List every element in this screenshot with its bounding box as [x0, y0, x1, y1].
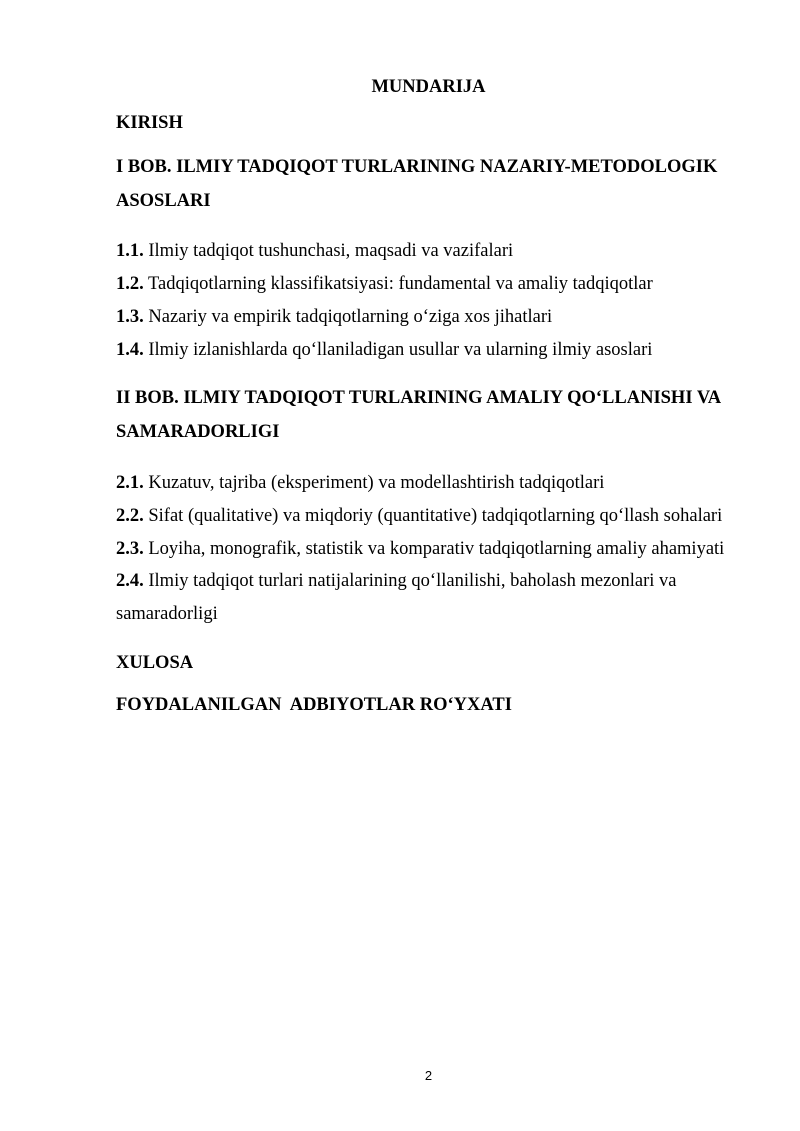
toc-section-2-2 — [116, 505, 746, 527]
section-text: Ilmiy tadqiqot tushunchasi, maqsadi va vazifalari — [143, 241, 514, 261]
toc-section-1-3 — [116, 306, 746, 328]
toc-section-1-1 — [116, 240, 746, 262]
section-text: Loyiha, monografik, statistik va komparativ tadqiqotlarning amaliy ahamiyati — [143, 539, 725, 559]
toc-chapter-1-title: I BOB. ILMIY TADQIQOT TURLARINING NAZARIY-METODOLOGIK ASOSLARI — [116, 157, 718, 211]
toc-chapter-2-title: II BOB. ILMIY TADQIQOT TURLARINING AMALIY QO‘LLANISHI VA SAMARADORLIGI — [116, 388, 721, 442]
section-text: Ilmiy tadqiqot turlari natijalarining qo‘llanilishi, baholash mezonlari va samaradorligi — [116, 571, 677, 624]
section-text: Sifat (qualitative) va miqdoriy (quantitative) tadqiqotlarning qo‘llash sohalari — [143, 506, 723, 526]
toc-section-2-4 — [116, 565, 746, 631]
section-text: Tadqiqotlarning klassifikatsiyasi: fundamental va amaliy tadqiqotlar — [143, 274, 653, 294]
toc-section-1-2 — [116, 273, 746, 295]
page-number: 2 — [424, 1068, 433, 1083]
toc-conclusion: XULOSA — [116, 653, 194, 673]
toc-section-2-3 — [116, 538, 746, 560]
section-number: 2.4. — [116, 571, 144, 591]
section-number: 1.4. — [116, 340, 144, 360]
section-number: 2.3. — [116, 539, 144, 559]
page-title: MUNDARIJA — [371, 77, 486, 97]
toc-section-1-4 — [116, 339, 746, 361]
section-number: 2.1. — [116, 473, 144, 493]
section-number: 1.1. — [116, 241, 144, 261]
toc-intro: KIRISH — [116, 113, 183, 133]
section-number: 2.2. — [116, 506, 144, 526]
section-text: Ilmiy izlanishlarda qo‘llaniladigan usullar va ularning ilmiy asoslari — [143, 340, 653, 360]
section-text: Nazariy va empirik tadqiqotlarning o‘ziga xos jihatlari — [143, 307, 553, 327]
section-text: Kuzatuv, tajriba (eksperiment) va modellashtirish tadqiqotlari — [143, 473, 605, 493]
toc-references: FOYDALANILGAN ADBIYOTLAR RO‘YXATI — [116, 695, 512, 715]
toc-section-2-1 — [116, 472, 746, 494]
section-number: 1.3. — [116, 307, 144, 327]
section-number: 1.2. — [116, 274, 144, 294]
